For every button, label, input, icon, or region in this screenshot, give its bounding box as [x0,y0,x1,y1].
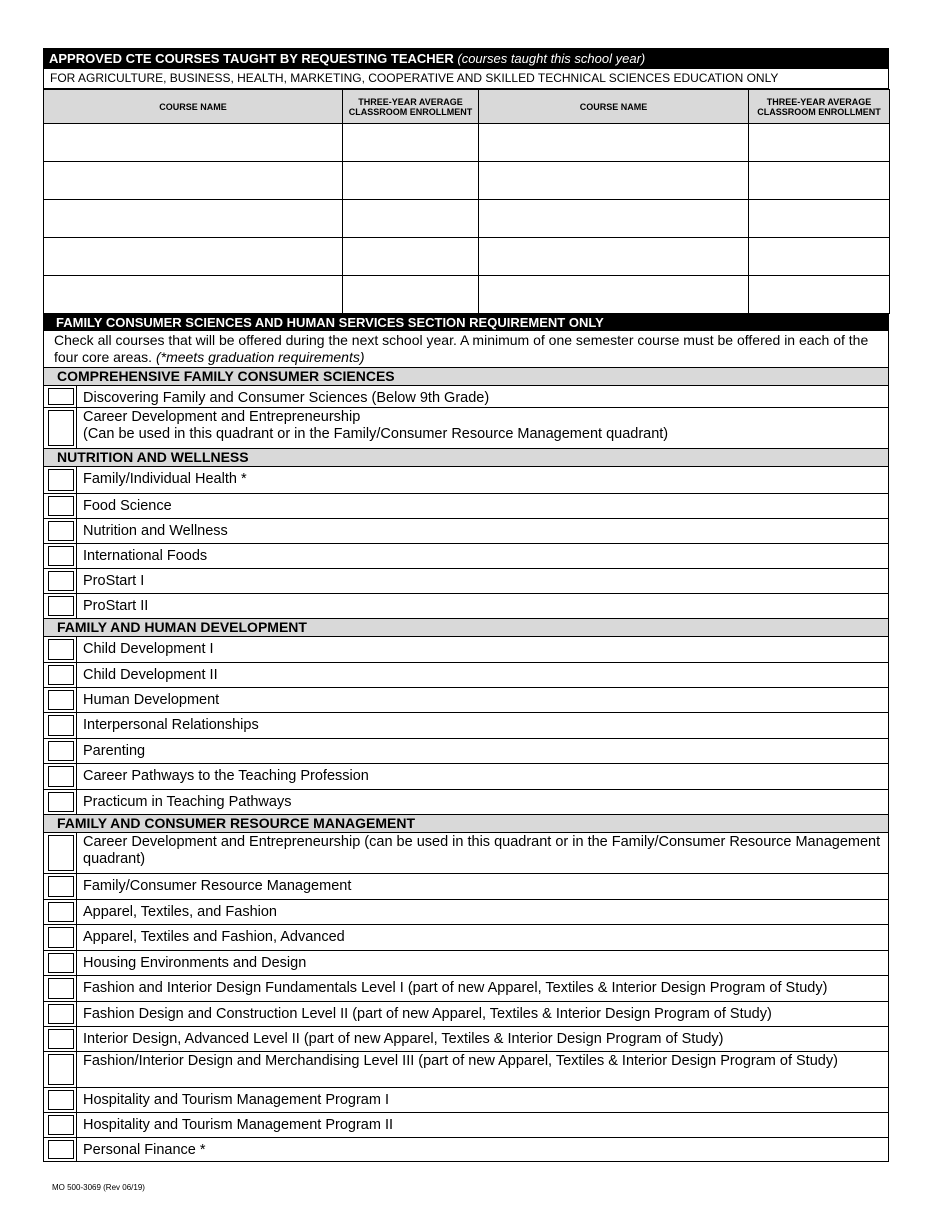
course-name-header-2: COURSE NAME [479,90,749,124]
approved-courses-table [43,89,890,314]
checkbox-cell [44,739,77,763]
course-name-header-1: COURSE NAME [44,90,343,124]
checkbox-cell [44,976,77,1001]
course-name-field-1[interactable] [44,200,343,238]
program-scope-line: FOR AGRICULTURE, BUSINESS, HEALTH, MARKETING, COOPERATIVE AND SKILLED TECHNICAL SCIENCES EDUCATION ONLY [43,69,889,89]
course-checkbox[interactable] [48,1140,74,1159]
course-checkbox[interactable] [48,902,74,922]
checkbox-cell [44,951,77,975]
course-label: Interpersonal Relationships [83,717,259,733]
course-label: ProStart II [83,598,149,614]
checkbox-cell [44,874,77,899]
course-option-row [43,899,889,924]
course-option-row [43,407,889,448]
course-name-field-1[interactable] [44,276,343,314]
checkbox-cell [44,688,77,712]
checkbox-cell [44,1002,77,1026]
checkbox-cell [44,467,77,493]
course-label: Career Development and Entrepreneurship (Can be used in this quadrant or in the Family/Consumer Resource Management quadrant) [83,409,669,442]
course-label: Personal Finance * [83,1142,206,1158]
course-label: Discovering Family and Consumer Sciences (Below 9th Grade) [83,390,490,406]
course-checkbox[interactable] [48,741,74,761]
cte-form [43,48,889,1162]
course-label: Fashion/Interior Design and Merchandising Level III (part of new Apparel, Textiles & Interior Design Program of Study) [83,1053,838,1069]
fcs-instructions [43,331,889,367]
course-option-row [43,873,889,899]
course-name-field-2[interactable] [479,238,749,276]
course-option-row [43,789,889,814]
course-checkbox[interactable] [48,876,74,897]
course-checkbox[interactable] [48,410,74,446]
course-option-row [43,975,889,1001]
course-checkbox[interactable] [48,469,74,491]
course-option-row [43,1137,889,1162]
form-number: MO 500-3069 (Rev 06/19) [52,1183,145,1192]
checkbox-cell [44,925,77,950]
course-option-row [43,687,889,712]
course-label: Hospitality and Tourism Management Program II [83,1117,394,1133]
checkbox-cell [44,594,77,618]
course-label: Apparel, Textiles, and Fashion [83,904,277,920]
enrollment-field-2[interactable] [749,124,890,162]
course-option-row [43,568,889,593]
course-label: Housing Environments and Design [83,955,307,971]
checkbox-cell [44,764,77,789]
checkbox-cell [44,663,77,687]
course-label: Career Development and Entrepreneurship (can be used in this quadrant or in the Family/Consumer Resource Management quadrant) [83,834,881,867]
instructions-text: Check all courses that will be offered during the next school year. A minimum of one semester course must be offered in each of the four core areas. [54,332,869,365]
course-option-row [43,1051,889,1087]
course-label: Human Development [83,692,220,708]
course-entry-row [44,276,890,314]
course-option-row [43,738,889,763]
enrollment-field-2[interactable] [749,238,890,276]
course-option-row [43,466,889,493]
course-label: Fashion and Interior Design Fundamentals Level I (part of new Apparel, Textiles & Interior Design Program of Study) [83,980,828,996]
enrollment-field-2[interactable] [749,162,890,200]
checkbox-cell [44,569,77,593]
course-option-row [43,518,889,543]
course-sections [43,367,889,1162]
section-heading: COMPREHENSIVE FAMILY CONSUMER SCIENCES [43,367,889,385]
instructions-note: (*meets graduation requirements) [155,349,365,365]
section-heading: FAMILY AND HUMAN DEVELOPMENT [43,618,889,636]
course-label: Fashion Design and Construction Level II (part of new Apparel, Textiles & Interior Design Program of Study) [83,1006,772,1022]
checkbox-cell [44,386,77,407]
course-option-row [43,593,889,618]
course-entry-row [44,124,890,162]
checkbox-cell [44,900,77,924]
course-option-row [43,1112,889,1137]
course-name-field-2[interactable] [479,124,749,162]
checkbox-cell [44,1088,77,1112]
course-label: Child Development II [83,667,218,683]
course-name-field-1[interactable] [44,124,343,162]
course-checkbox[interactable] [48,596,74,616]
enrollment-field-1[interactable] [343,238,479,276]
course-name-field-2[interactable] [479,276,749,314]
course-entry-row [44,238,890,276]
course-option-row [43,712,889,738]
checkbox-cell [44,408,77,448]
course-name-field-1[interactable] [44,162,343,200]
section-heading: NUTRITION AND WELLNESS [43,448,889,466]
checkbox-cell [44,519,77,543]
course-checkbox[interactable] [48,1090,74,1110]
checkbox-cell [44,637,77,662]
course-label: Family/Consumer Resource Management [83,878,352,894]
course-label: Apparel, Textiles and Fashion, Advanced [83,929,345,945]
course-entry-row [44,200,890,238]
course-checkbox[interactable] [48,639,74,660]
course-option-row [43,636,889,662]
course-option-row [43,662,889,687]
course-option-row [43,493,889,518]
course-name-field-2[interactable] [479,162,749,200]
course-name-field-1[interactable] [44,238,343,276]
course-option-row [43,1001,889,1026]
enrollment-header-2: THREE-YEAR AVERAGE CLASSROOM ENROLLMENT [749,90,890,124]
checkbox-cell [44,833,77,873]
course-checkbox[interactable] [48,792,74,812]
header-title: APPROVED CTE COURSES TAUGHT BY REQUESTING TEACHER [49,51,454,66]
checkbox-cell [44,713,77,738]
course-label: Career Pathways to the Teaching Profession [83,768,369,784]
enrollment-header-1: THREE-YEAR AVERAGE CLASSROOM ENROLLMENT [343,90,479,124]
header-title-note: (courses taught this school year) [457,51,646,66]
course-checkbox[interactable] [48,1115,74,1135]
course-label: Hospitality and Tourism Management Program I [83,1092,389,1108]
enrollment-field-1[interactable] [343,200,479,238]
course-label: International Foods [83,548,208,564]
course-checkbox[interactable] [48,388,74,405]
course-checkbox[interactable] [48,571,74,591]
course-option-row [43,950,889,975]
course-label: Child Development I [83,641,214,657]
course-checkbox[interactable] [48,953,74,973]
course-checkbox[interactable] [48,927,74,948]
course-option-row [43,832,889,873]
course-checkbox[interactable] [48,690,74,710]
course-option-row [43,924,889,950]
checkbox-cell [44,1138,77,1161]
fcs-section-header: FAMILY CONSUMER SCIENCES AND HUMAN SERVICES SECTION REQUIREMENT ONLY [43,314,889,331]
course-label: Food Science [83,498,172,514]
checkbox-cell [44,1113,77,1137]
section-heading: FAMILY AND CONSUMER RESOURCE MANAGEMENT [43,814,889,832]
course-checkbox[interactable] [48,1029,74,1049]
course-option-row [43,1026,889,1051]
course-label: Interior Design, Advanced Level II (part of new Apparel, Textiles & Interior Design Program of Study) [83,1031,724,1047]
checkbox-cell [44,1027,77,1051]
checkbox-cell [44,544,77,568]
course-checkbox[interactable] [48,766,74,787]
checkbox-cell [44,494,77,518]
approved-courses-header [43,48,889,69]
course-name-field-2[interactable] [479,200,749,238]
course-checkbox[interactable] [48,496,74,516]
course-label: Parenting [83,743,146,759]
course-checkbox[interactable] [48,665,74,685]
enrollment-field-1[interactable] [343,276,479,314]
enrollment-field-2[interactable] [749,200,890,238]
course-label: Nutrition and Wellness [83,523,228,539]
enrollment-field-1[interactable] [343,162,479,200]
enrollment-field-1[interactable] [343,124,479,162]
checkbox-cell [44,1052,77,1087]
course-label: Practicum in Teaching Pathways [83,794,292,810]
course-checkbox[interactable] [48,835,74,871]
enrollment-field-2[interactable] [749,276,890,314]
course-option-row [43,1087,889,1112]
course-checkbox[interactable] [48,521,74,541]
course-checkbox[interactable] [48,1054,74,1085]
course-checkbox[interactable] [48,978,74,999]
course-option-row [43,385,889,407]
checkbox-cell [44,790,77,814]
course-label: Family/Individual Health * [83,471,247,487]
course-option-row [43,543,889,568]
course-entry-row [44,162,890,200]
course-checkbox[interactable] [48,715,74,736]
course-checkbox[interactable] [48,1004,74,1024]
course-checkbox[interactable] [48,546,74,566]
course-option-row [43,763,889,789]
course-label: ProStart I [83,573,145,589]
